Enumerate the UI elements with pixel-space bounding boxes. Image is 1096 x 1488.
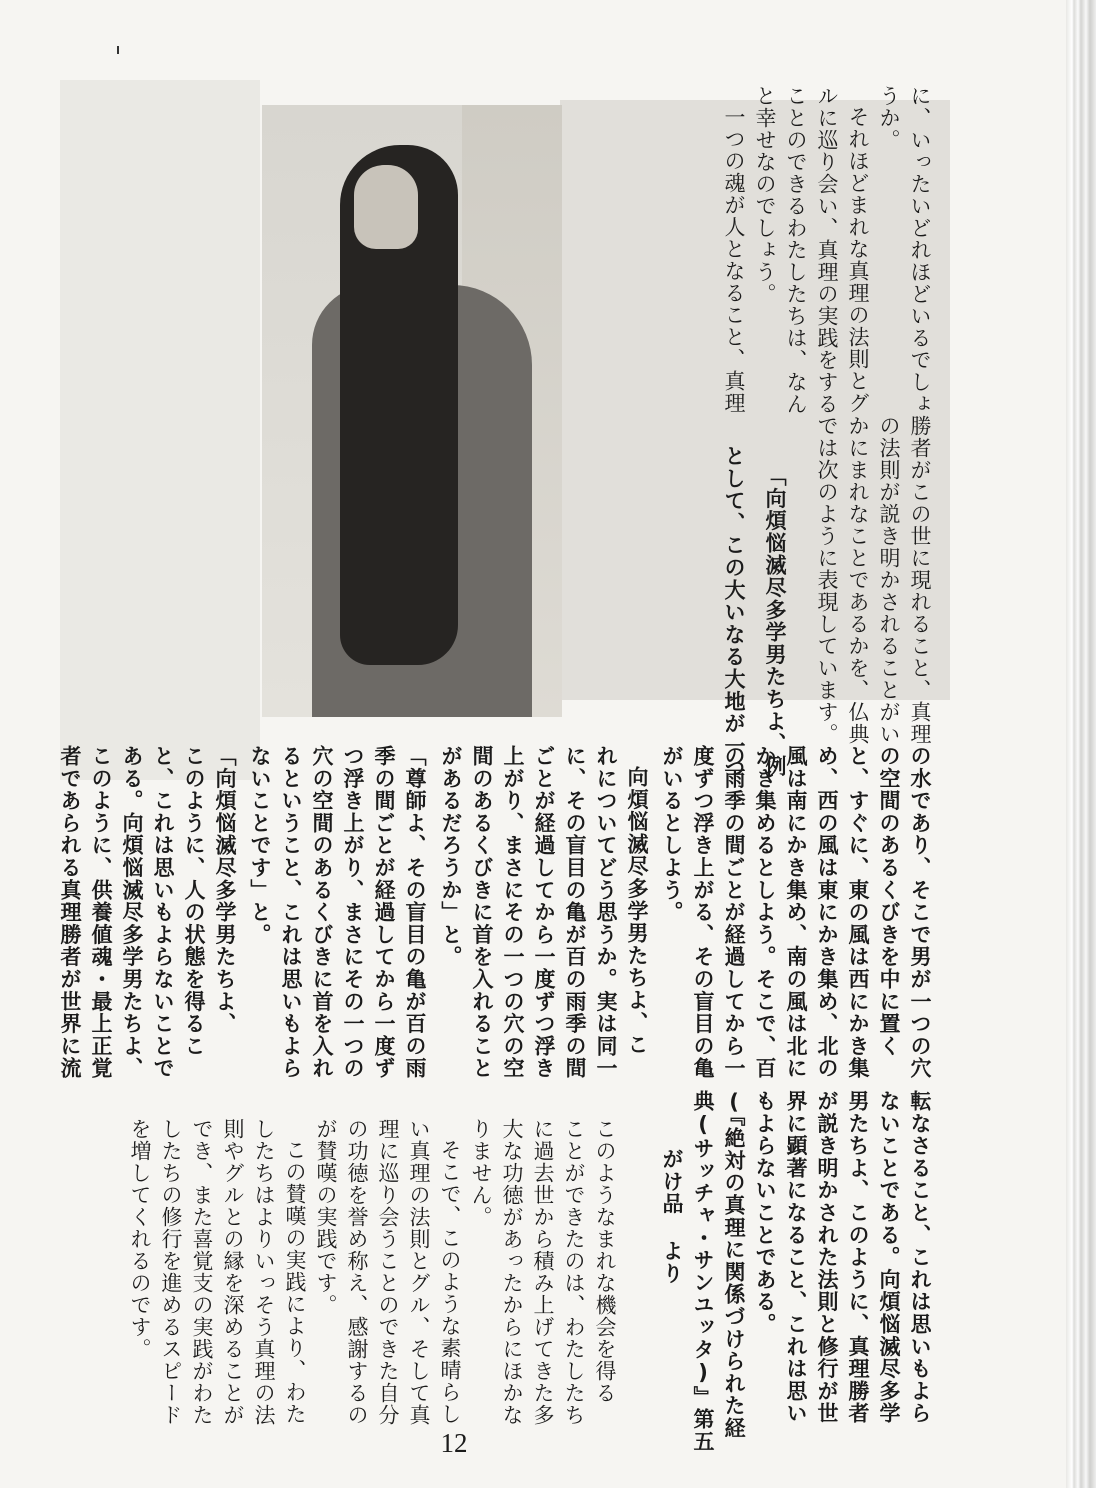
bottom-col-13: 大な功徳があったからにほかな	[500, 1118, 524, 1426]
lower-col-16: があるだろうか」と。	[439, 745, 463, 968]
photo-face	[354, 165, 418, 249]
bottom-col-6: もよらないことである。	[753, 1090, 777, 1336]
page-number: 12	[440, 1428, 468, 1458]
lower-col-8: 度ずつ浮き上がる、その盲目の亀	[691, 745, 715, 1080]
lower-col-1: の水であり、そこで男が一つの穴	[908, 745, 932, 1080]
upper-col-5: ことのできるわたしたちは、なん	[784, 85, 808, 415]
upper-col-6: と幸せなのでしょう。	[753, 85, 777, 305]
lower-col-28: 者であられる真理勝者が世界に流	[58, 745, 82, 1080]
lower-col-4: め、西の風は東にかき集め、北の	[815, 745, 839, 1080]
upper-col-8: 勝者がこの世に現れること、真理	[908, 415, 932, 745]
bottom-col-16: い真理の法則とグル、そして真	[407, 1118, 431, 1426]
bottom-col-19: が賛嘆の実践です。	[314, 1118, 338, 1316]
bottom-col-14: りません。	[469, 1118, 493, 1228]
page-edge-stack	[1066, 0, 1096, 1488]
bottom-col-2: ないことである。向煩悩滅尽多学	[877, 1090, 901, 1425]
lower-col-24: このように、人の状態を得るこ	[182, 745, 206, 1058]
lower-col-13: ごとが経過してから一度ずつ浮き	[532, 745, 556, 1080]
lower-col-7: の雨季の間ごとが経過してから一	[722, 745, 746, 1080]
lower-col-11: れについてどう思うか。実は同一	[594, 745, 618, 1080]
bottom-col-15: そこで、このような素晴らし	[438, 1139, 462, 1425]
lower-col-19: つ浮き上がり、まさにその一つの	[341, 745, 365, 1080]
lower-col-9: がいるとしよう。	[660, 745, 684, 924]
upper-col-2: うか。	[877, 85, 901, 151]
bottom-col-21: したちはよりいっそう真理の法	[252, 1118, 276, 1426]
lower-col-6: かき集めるとしよう。そこで、百	[753, 745, 777, 1080]
bottom-col-1: 転なさること、これは思いもよら	[908, 1090, 932, 1425]
lower-col-3: と、すぐに、東の風は西にかき集	[846, 745, 870, 1080]
bottom-col-9: がけ品 より	[660, 1148, 684, 1285]
lower-col-10: 向煩悩滅尽多学男たちよ、こ	[625, 766, 649, 1056]
bottom-col-4: が説き明かされた法則と修行が世	[815, 1090, 839, 1425]
bottom-col-18: の功徳を誉め称え、感謝するの	[345, 1118, 369, 1426]
lower-col-14: 上がり、まさにその一つの穴の空	[501, 745, 525, 1080]
upper-col-11: では次のように表現しています。	[815, 415, 839, 745]
bottom-col-24: したちの修行を進めるスピード	[159, 1118, 183, 1426]
show-through-left	[60, 80, 260, 780]
upper-col-1: に、いったいどれほどいるでしょ	[908, 85, 932, 415]
lower-col-15: 間のあるくびきに首を入れること	[470, 745, 494, 1080]
bottom-col-17: 理に巡り会うことのできた自分	[376, 1118, 400, 1426]
bottom-col-12: に過去世から積み上げてきた多	[531, 1118, 555, 1426]
upper-col-4: ルに巡り会い、真理の実践をする	[815, 85, 839, 415]
lower-col-25: と、これは思いもよらないことで	[151, 745, 175, 1080]
lower-col-5: 風は南にかき集め、南の風は北に	[784, 745, 808, 1080]
lower-col-12: に、その盲目の亀が百の雨季の間	[563, 745, 587, 1080]
bottom-col-23: でき、また喜覚支の実践がわた	[190, 1118, 214, 1426]
bottom-col-25: を増してくれるのです。	[128, 1118, 152, 1360]
upper-col-3: それほどまれな真理の法則とグ	[846, 106, 870, 414]
bottom-col-10: このようなまれな機会を得る	[593, 1118, 617, 1404]
bottom-col-8: 典(サッチャ・サンユッタ)』第五	[691, 1090, 715, 1453]
upper-col-10: かにまれなことであるかを、仏典	[846, 415, 870, 745]
lower-col-17: 「尊師よ、その盲目の亀が百の雨	[403, 745, 427, 1080]
upper-col-9: の法則が説き明かされることがい	[877, 415, 901, 745]
upper-col-12: 「向煩悩滅尽多学男たちよ、例	[763, 465, 787, 778]
lower-col-26: ある。向煩悩滅尽多学男たちよ、	[120, 745, 144, 1080]
upper-col-13: として、この大いなる大地が一つ	[722, 445, 746, 780]
bottom-col-22: 則やグルとの縁を深めることが	[221, 1118, 245, 1426]
lower-col-27: このように、供養値魂・最上正覚	[89, 745, 113, 1080]
lower-col-22: ないことです」と。	[248, 745, 272, 946]
lower-col-21: るということ、これは思いもよら	[279, 745, 303, 1080]
portrait-photo	[262, 105, 562, 717]
margin-mark	[117, 46, 119, 54]
lower-col-2: の空間のあるくびきを中に置く	[877, 745, 901, 1058]
lower-col-20: 穴の空間のあるくびきに首を入れ	[310, 745, 334, 1080]
bottom-col-20: この賛嘆の実践により、わた	[283, 1139, 307, 1425]
lower-col-23: 「向煩悩滅尽多学男たちよ、	[213, 745, 237, 1035]
bottom-col-11: ことができたのは、わたしたち	[562, 1118, 586, 1426]
upper-col-7: 一つの魂が人となること、真理	[722, 106, 746, 414]
lower-col-18: 季の間ごとが経過してから一度ず	[372, 745, 396, 1080]
bottom-col-7: (『絶対の真理に関係づけられた経	[722, 1090, 746, 1440]
bottom-col-5: 界に顕著になること、これは思い	[784, 1090, 808, 1425]
bottom-col-3: 男たちよ、このように、真理勝者	[846, 1090, 870, 1425]
